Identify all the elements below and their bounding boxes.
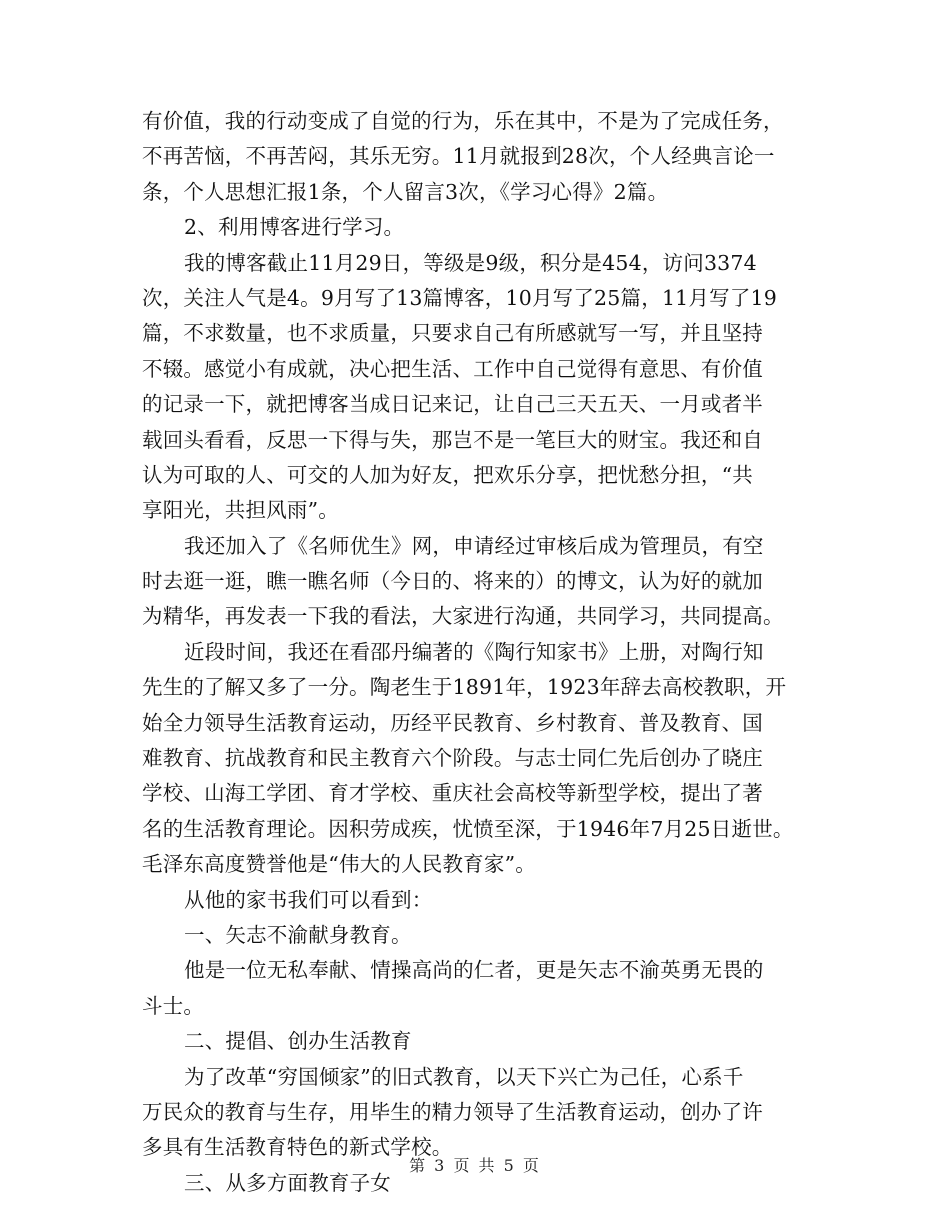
text-line: 一、矢志不渝献身教育。 [184, 922, 412, 947]
text-line: 有价值，我的行动变成了自觉的行为，乐在其中，不是为了完成任务， [142, 109, 784, 133]
text-line: 先生的了解又多了一分。陶老生于1891年，1923年辞去高校教职，开 [142, 675, 787, 700]
text-line: 多具有生活教育特色的新式学校。 [142, 1135, 453, 1160]
text-line: 不辍。感觉小有成就，决心把生活、工作中自己觉得有意思、有价值 [142, 356, 763, 381]
text-line: 认为可取的人、可交的人加为好友，把欢乐分享，把忧愁分担，“共 [142, 462, 753, 487]
text-line: 的记录一下，就把博客当成日记来记，让自己三天五天、一月或者半 [142, 392, 763, 417]
text-line: 难教育、抗战教育和民主教育六个阶段。与志士同仁先后创办了晓庄 [142, 746, 763, 771]
text-line: 为了改革“穷国倾家”的旧式教育，以天下兴亡为己任，心系千 [184, 1064, 744, 1089]
text-line: 二、提倡、创办生活教育 [184, 1029, 412, 1054]
page-number-label: 第 3 页 共 5 页 [409, 1156, 541, 1175]
text-line: 名的生活教育理论。因积劳成疾，忧愤至深，于1946年7月25日逝世。 [142, 816, 794, 841]
text-line: 次，关注人气是4。9月写了13篇博客，10月写了25篇，11月写了19 [142, 285, 778, 310]
text-line: 从他的家书我们可以看到： [184, 887, 433, 912]
text-line: 始全力领导生活教育运动，历经平民教育、乡村教育、普及教育、国 [142, 710, 763, 735]
text-line: 载回头看看，反思一下得与失，那岂不是一笔巨大的财宝。我还和自 [142, 427, 763, 452]
text-line: 不再苦恼，不再苦闷，其乐无穷。11月就报到28次，个人经典言论一 [142, 144, 775, 169]
text-line: 我的博客截止11月29日，等级是9级，积分是454，访问3374 [184, 250, 757, 275]
page-footer [0, 1153, 950, 1176]
text-line: 2、利用博客进行学习。 [184, 215, 405, 240]
text-line: 享阳光，共担风雨”。 [142, 498, 339, 523]
text-line: 条，个人思想汇报1条，个人留言3次，《学习心得》2篇。 [142, 179, 669, 204]
text-line: 学校、山海工学团、育才学校、重庆社会高校等新型学校，提出了著 [142, 781, 763, 806]
text-line: 篇，不求数量，也不求质量，只要求自己有所感就写一写，并且坚持 [142, 321, 763, 346]
text-line: 毛泽东高度赞誉他是“伟大的人民教育家”。 [142, 852, 536, 877]
text-line: 时去逛一逛，瞧一瞧名师（今日的、将来的）的博文，认为好的就加 [142, 569, 763, 594]
text-line: 三、从多方面教育子女 [184, 1170, 391, 1195]
text-line: 他是一位无私奉献、情操高尚的仁者，更是矢志不渝英勇无畏的 [184, 958, 764, 983]
text-line: 为精华，再发表一下我的看法，大家进行沟通，共同学习，共同提高。 [142, 604, 784, 629]
text-line: 近段时间，我还在看邵丹编著的《陶行知家书》上册，对陶行知 [184, 639, 764, 664]
text-line: 万民众的教育与生存，用毕生的精力领导了生活教育运动，创办了许 [142, 1099, 763, 1124]
text-line: 我还加入了《名师优生》网，申请经过审核后成为管理员，有空 [184, 533, 764, 558]
document-body [142, 104, 812, 1201]
text-line: 斗士。 [142, 993, 205, 1018]
